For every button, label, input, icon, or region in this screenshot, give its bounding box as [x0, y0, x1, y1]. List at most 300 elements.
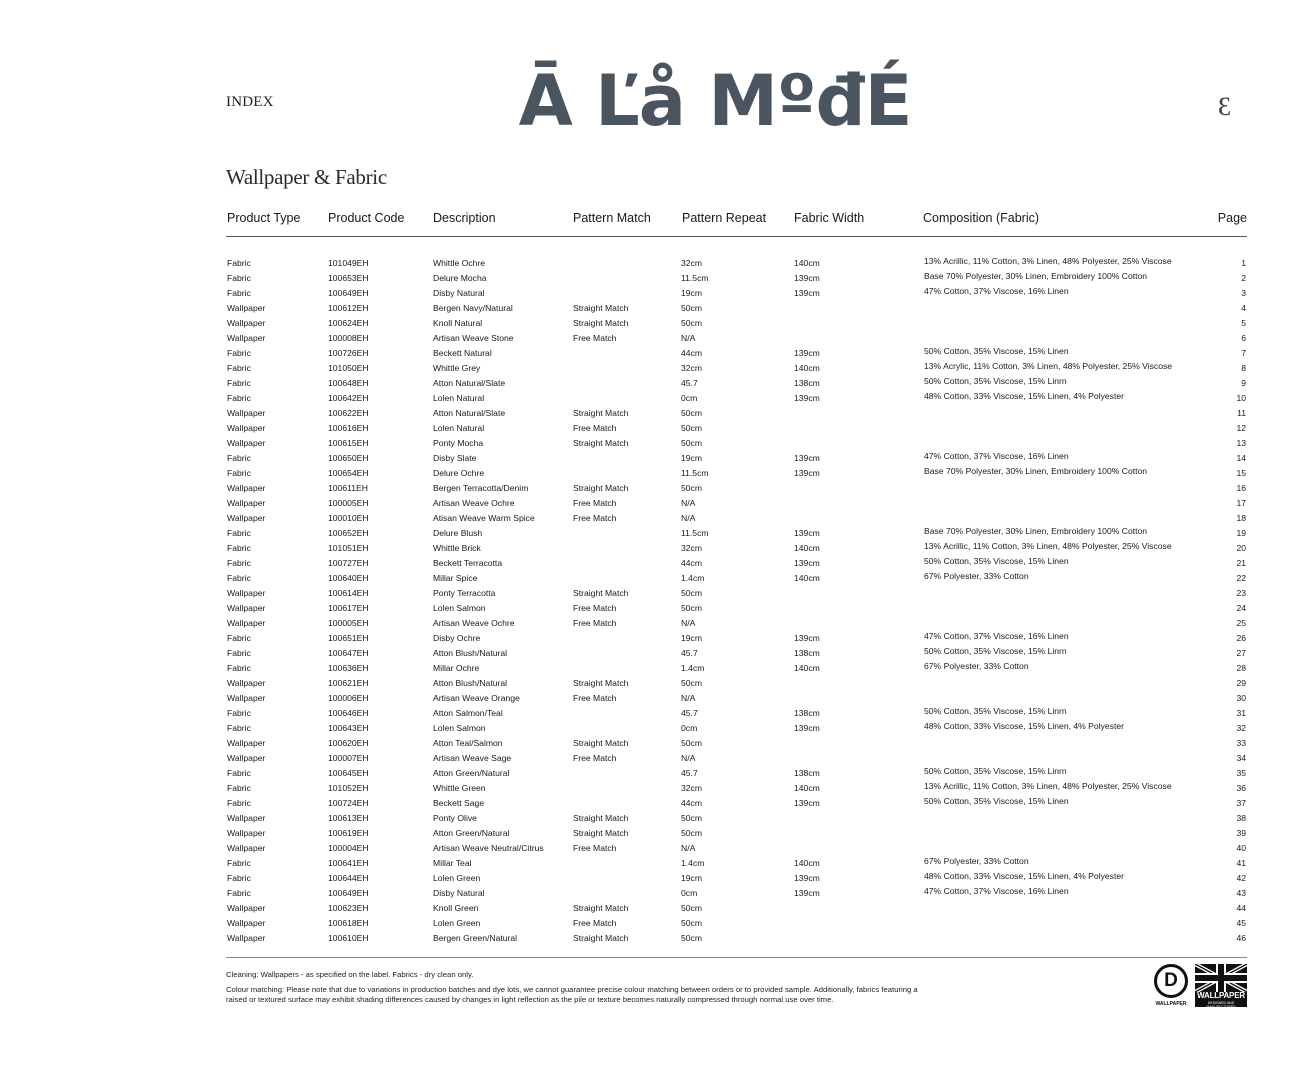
- column-header-pattern-match: Pattern Match: [573, 211, 651, 225]
- table-cell-fabric-width: 140cm: [794, 573, 820, 583]
- table-cell-pattern-repeat: 50cm: [681, 828, 703, 838]
- table-cell-product-code: 100613EH: [328, 813, 369, 823]
- table-cell-product-type: Fabric: [227, 558, 251, 568]
- table-cell-description: Artisan Weave Stone: [433, 333, 514, 343]
- table-cell-product-type: Fabric: [227, 573, 251, 583]
- table-cell-page-number: 37: [1236, 798, 1246, 808]
- header-divider: [226, 236, 1247, 237]
- table-cell-product-code: 100650EH: [328, 453, 369, 463]
- table-cell-page-number: 15: [1236, 468, 1246, 478]
- table-cell-pattern-repeat: 50cm: [681, 438, 703, 448]
- table-cell-product-code: 100727EH: [328, 558, 369, 568]
- table-cell-product-type: Wallpaper: [227, 303, 266, 313]
- table-cell-description: Whittle Ochre: [433, 258, 486, 268]
- table-cell-page-number: 17: [1236, 498, 1246, 508]
- table-cell-description: Lolen Green: [433, 918, 481, 928]
- table-cell-page-number: 13: [1236, 438, 1246, 448]
- table-cell-product-code: 100620EH: [328, 738, 369, 748]
- table-cell-fabric-width: 139cm: [794, 723, 820, 733]
- table-cell-composition: 50% Cotton, 35% Viscose, 15% Linen: [924, 556, 1069, 566]
- table-cell-description: Artisan Weave Neutral/Citrus: [433, 843, 544, 853]
- table-cell-description: Lolen Natural: [433, 393, 485, 403]
- table-cell-description: Beckett Sage: [433, 798, 485, 808]
- table-cell-description: Millar Teal: [433, 858, 472, 868]
- table-cell-product-type: Fabric: [227, 708, 251, 718]
- table-cell-product-type: Wallpaper: [227, 813, 266, 823]
- table-cell-pattern-repeat: 45.7: [681, 648, 698, 658]
- table-cell-product-type: Fabric: [227, 888, 251, 898]
- table-cell-page-number: 14: [1236, 453, 1246, 463]
- table-cell-pattern-match: Free Match: [573, 693, 617, 703]
- table-cell-composition: 48% Cotton, 33% Viscose, 15% Linen, 4% Polyester: [924, 871, 1125, 881]
- table-cell-fabric-width: 139cm: [794, 468, 820, 478]
- column-header-page: Page: [1217, 211, 1247, 225]
- table-cell-description: Lolen Salmon: [433, 723, 486, 733]
- table-cell-pattern-match: Free Match: [573, 618, 617, 628]
- table-cell-pattern-repeat: 19cm: [681, 453, 703, 463]
- table-cell-product-code: 100624EH: [328, 318, 369, 328]
- table-cell-pattern-repeat: N/A: [681, 618, 696, 628]
- table-cell-product-code: 100005EH: [328, 498, 369, 508]
- table-cell-pattern-match: Free Match: [573, 918, 617, 928]
- table-cell-pattern-repeat: 50cm: [681, 483, 703, 493]
- table-cell-description: Beckett Terracotta: [433, 558, 503, 568]
- table-cell-fabric-width: 140cm: [794, 258, 820, 268]
- table-cell-pattern-match: Free Match: [573, 423, 617, 433]
- table-cell-product-code: 100653EH: [328, 273, 369, 283]
- table-cell-pattern-repeat: 19cm: [681, 288, 703, 298]
- table-cell-description: Lolen Natural: [433, 423, 485, 433]
- table-cell-pattern-repeat: 50cm: [681, 918, 703, 928]
- column-header-pattern-repeat: Pattern Repeat: [682, 211, 767, 225]
- table-cell-product-code: 100636EH: [328, 663, 369, 673]
- table-cell-product-type: Fabric: [227, 783, 251, 793]
- table-cell-fabric-width: 140cm: [794, 783, 820, 793]
- table-cell-product-type: Fabric: [227, 543, 251, 553]
- column-header-composition: Composition (Fabric): [923, 211, 1040, 225]
- table-cell-product-type: Wallpaper: [227, 933, 266, 943]
- table-cell-product-code: 100642EH: [328, 393, 369, 403]
- table-cell-page-number: 33: [1236, 738, 1246, 748]
- brand-logo-title: Ā Ľå MºđÉ: [518, 60, 912, 142]
- table-cell-description: Delure Ochre: [433, 468, 485, 478]
- table-cell-pattern-match: Straight Match: [573, 933, 629, 943]
- table-cell-pattern-repeat: 1.4cm: [681, 573, 705, 583]
- table-cell-pattern-repeat: 50cm: [681, 588, 703, 598]
- table-cell-description: Atton Green/Natural: [433, 768, 510, 778]
- table-cell-page-number: 3: [1241, 288, 1246, 298]
- table-cell-product-code: 100649EH: [328, 288, 369, 298]
- table-cell-product-type: Fabric: [227, 273, 251, 283]
- table-cell-product-type: Fabric: [227, 663, 251, 673]
- table-cell-composition: Base 70% Polyester, 30% Linen, Embroidery 100% Cotton: [924, 466, 1148, 476]
- table-cell-pattern-repeat: N/A: [681, 513, 696, 523]
- table-cell-page-number: 34: [1236, 753, 1246, 763]
- table-cell-product-type: Wallpaper: [227, 903, 266, 913]
- table-cell-pattern-match: Free Match: [573, 513, 617, 523]
- table-cell-composition: 50% Cotton, 35% Viscose, 15% Linrn: [924, 376, 1067, 386]
- table-cell-description: Atton Teal/Salmon: [433, 738, 503, 748]
- table-cell-description: Atton Salmon/Teal: [433, 708, 503, 718]
- table-cell-product-code: 100643EH: [328, 723, 369, 733]
- table-cell-pattern-repeat: 32cm: [681, 258, 703, 268]
- table-cell-description: Bergen Terracotta/Denim: [433, 483, 529, 493]
- table-cell-pattern-repeat: 45.7: [681, 708, 698, 718]
- table-cell-product-code: 101052EH: [328, 783, 369, 793]
- table-cell-composition: Base 70% Polyester, 30% Linen, Embroidery 100% Cotton: [924, 526, 1148, 536]
- table-cell-fabric-width: 138cm: [794, 648, 820, 658]
- table-cell-fabric-width: 138cm: [794, 708, 820, 718]
- table-cell-product-code: 100726EH: [328, 348, 369, 358]
- table-cell-page-number: 1: [1241, 258, 1246, 268]
- table-cell-product-code: 100652EH: [328, 528, 369, 538]
- table-cell-product-type: Fabric: [227, 723, 251, 733]
- table-cell-pattern-repeat: 11.5cm: [681, 273, 709, 283]
- column-header-fabric-width: Fabric Width: [794, 211, 865, 225]
- table-cell-pattern-match: Straight Match: [573, 588, 629, 598]
- table-cell-fabric-width: 139cm: [794, 393, 820, 403]
- table-cell-product-code: 100654EH: [328, 468, 369, 478]
- index-label: INDEX: [226, 94, 274, 110]
- table-cell-fabric-width: 139cm: [794, 888, 820, 898]
- table-cell-page-number: 25: [1236, 618, 1246, 628]
- table-cell-pattern-repeat: 1.4cm: [681, 858, 705, 868]
- table-cell-composition: 67% Polyester, 33% Cotton: [924, 661, 1029, 671]
- table-cell-description: Bergen Navy/Natural: [433, 303, 513, 313]
- table-cell-description: Atton Natural/Slate: [433, 408, 506, 418]
- table-cell-fabric-width: 139cm: [794, 558, 820, 568]
- table-cell-composition: 48% Cotton, 33% Viscose, 15% Linen, 4% Polyester: [924, 721, 1125, 731]
- table-cell-product-code: 100651EH: [328, 633, 369, 643]
- table-cell-pattern-match: Straight Match: [573, 438, 629, 448]
- table-cell-page-number: 19: [1236, 528, 1246, 538]
- table-cell-page-number: 2: [1241, 273, 1246, 283]
- table-cell-page-number: 46: [1236, 933, 1246, 943]
- table-cell-fabric-width: 140cm: [794, 663, 820, 673]
- table-cell-description: Atton Natural/Slate: [433, 378, 506, 388]
- table-cell-pattern-repeat: 45.7: [681, 768, 698, 778]
- table-cell-description: Atisan Weave Warm Spice: [433, 513, 535, 523]
- table-cell-product-code: 101049EH: [328, 258, 369, 268]
- table-cell-fabric-width: 139cm: [794, 273, 820, 283]
- table-cell-pattern-repeat: 32cm: [681, 543, 703, 553]
- table-cell-pattern-repeat: 44cm: [681, 348, 703, 358]
- table-cell-fabric-width: 139cm: [794, 798, 820, 808]
- table-cell-product-type: Wallpaper: [227, 513, 266, 523]
- table-cell-product-code: 100616EH: [328, 423, 369, 433]
- table-cell-fabric-width: 140cm: [794, 363, 820, 373]
- table-cell-description: Lolen Green: [433, 873, 481, 883]
- table-cell-product-code: 100004EH: [328, 843, 369, 853]
- table-cell-product-type: Fabric: [227, 873, 251, 883]
- table-cell-product-code: 100724EH: [328, 798, 369, 808]
- table-cell-product-code: 100648EH: [328, 378, 369, 388]
- table-cell-composition: 50% Cotton, 35% Viscose, 15% Linen: [924, 346, 1069, 356]
- table-cell-page-number: 27: [1236, 648, 1246, 658]
- table-cell-description: Whittle Grey: [433, 363, 481, 373]
- table-cell-page-number: 41: [1236, 858, 1246, 868]
- table-cell-composition: 47% Cotton, 37% Viscose, 16% Linen: [924, 451, 1069, 461]
- table-cell-composition: 13% Acrylic, 11% Cotton, 3% Linen, 48% Polyester, 25% Viscose: [924, 361, 1173, 371]
- table-cell-product-type: Fabric: [227, 393, 251, 403]
- table-cell-pattern-match: Free Match: [573, 333, 617, 343]
- table-cell-product-type: Wallpaper: [227, 588, 266, 598]
- table-cell-description: Ponty Olive: [433, 813, 477, 823]
- table-cell-pattern-match: Straight Match: [573, 828, 629, 838]
- table-cell-composition: Base 70% Polyester, 30% Linen, Embroidery 100% Cotton: [924, 271, 1148, 281]
- cleaning-note: Cleaning: Wallpapers - as specified on the label. Fabrics - dry clean only.: [226, 970, 474, 979]
- table-cell-product-code: 100611EH: [328, 483, 368, 493]
- table-cell-page-number: 32: [1236, 723, 1246, 733]
- table-cell-pattern-repeat: 1.4cm: [681, 663, 705, 673]
- table-cell-pattern-repeat: 50cm: [681, 603, 703, 613]
- table-cell-description: Knoll Green: [433, 903, 479, 913]
- table-cell-page-number: 28: [1236, 663, 1246, 673]
- table-cell-composition: 13% Acrillic, 11% Cotton, 3% Linen, 48% Polyester, 25% Viscose: [924, 541, 1172, 551]
- table-cell-composition: 67% Polyester, 33% Cotton: [924, 856, 1029, 866]
- table-cell-product-type: Fabric: [227, 348, 251, 358]
- table-cell-composition: 13% Acrillic, 11% Cotton, 3% Linen, 48% Polyester, 25% Viscose: [924, 781, 1172, 791]
- table-cell-product-code: 100621EH: [328, 678, 369, 688]
- table-cell-description: Beckett Natural: [433, 348, 492, 358]
- table-cell-description: Artisan Weave Ochre: [433, 498, 515, 508]
- table-cell-page-number: 24: [1236, 603, 1246, 613]
- table-cell-product-type: Wallpaper: [227, 618, 266, 628]
- table-cell-product-type: Wallpaper: [227, 333, 266, 343]
- table-cell-pattern-repeat: N/A: [681, 753, 696, 763]
- table-cell-product-type: Wallpaper: [227, 678, 266, 688]
- table-cell-product-code: 100640EH: [328, 573, 369, 583]
- column-header-description: Description: [433, 211, 496, 225]
- table-cell-product-type: Fabric: [227, 528, 251, 538]
- table-cell-product-code: 101050EH: [328, 363, 369, 373]
- table-cell-product-type: Wallpaper: [227, 753, 266, 763]
- table-cell-page-number: 26: [1236, 633, 1246, 643]
- table-cell-product-code: 100612EH: [328, 303, 369, 313]
- table-cell-pattern-repeat: 19cm: [681, 873, 703, 883]
- table-cell-page-number: 10: [1236, 393, 1246, 403]
- flag-badge-label: WALLPAPER: [1197, 991, 1245, 1000]
- table-cell-product-type: Wallpaper: [227, 408, 266, 418]
- table-cell-product-code: 100649EH: [328, 888, 369, 898]
- table-cell-description: Whittle Green: [433, 783, 486, 793]
- table-cell-composition: 47% Cotton, 37% Viscose, 16% Linen: [924, 286, 1069, 296]
- table-cell-page-number: 30: [1236, 693, 1246, 703]
- table-cell-pattern-match: Free Match: [573, 498, 617, 508]
- table-cell-description: Artisan Weave Sage: [433, 753, 512, 763]
- table-cell-composition: 47% Cotton, 37% Viscose, 16% Linen: [924, 631, 1069, 641]
- table-cell-product-type: Fabric: [227, 468, 251, 478]
- table-cell-pattern-match: Straight Match: [573, 738, 629, 748]
- table-cell-product-type: Wallpaper: [227, 438, 266, 448]
- table-cell-fabric-width: 139cm: [794, 288, 820, 298]
- table-cell-pattern-repeat: 0cm: [681, 723, 698, 733]
- certification-d-icon: [1154, 964, 1188, 998]
- table-cell-fabric-width: 140cm: [794, 858, 820, 868]
- table-cell-pattern-repeat: 11.5cm: [681, 468, 709, 478]
- table-cell-product-code: 101051EH: [328, 543, 369, 553]
- table-cell-product-code: 100647EH: [328, 648, 369, 658]
- table-cell-pattern-match: Straight Match: [573, 303, 629, 313]
- table-cell-page-number: 39: [1236, 828, 1246, 838]
- table-cell-description: Artisan Weave Orange: [433, 693, 520, 703]
- table-cell-pattern-repeat: N/A: [681, 498, 696, 508]
- table-cell-description: Bergen Green/Natural: [433, 933, 518, 943]
- table-cell-page-number: 44: [1236, 903, 1246, 913]
- table-cell-fabric-width: 139cm: [794, 348, 820, 358]
- page-subtitle: Wallpaper & Fabric: [226, 165, 387, 189]
- union-flag-graphic: [1195, 964, 1247, 992]
- table-cell-pattern-repeat: N/A: [681, 333, 696, 343]
- table-cell-page-number: 18: [1236, 513, 1246, 523]
- certification-d-letter: D: [1164, 970, 1178, 991]
- table-cell-pattern-repeat: 50cm: [681, 933, 703, 943]
- table-cell-product-type: Wallpaper: [227, 423, 266, 433]
- table-cell-pattern-match: Free Match: [573, 843, 617, 853]
- table-cell-page-number: 43: [1236, 888, 1246, 898]
- table-cell-pattern-match: Straight Match: [573, 483, 629, 493]
- table-cell-description: Disby Natural: [433, 288, 485, 298]
- table-cell-product-type: Fabric: [227, 363, 251, 373]
- table-cell-product-code: 100007EH: [328, 753, 369, 763]
- table-cell-description: Millar Spice: [433, 573, 478, 583]
- table-cell-page-number: 23: [1236, 588, 1246, 598]
- table-cell-fabric-width: 138cm: [794, 378, 820, 388]
- table-cell-page-number: 35: [1236, 768, 1246, 778]
- table-cell-product-type: Wallpaper: [227, 498, 266, 508]
- table-cell-pattern-repeat: 50cm: [681, 678, 703, 688]
- table-cell-page-number: 6: [1241, 333, 1246, 343]
- table-cell-fabric-width: 139cm: [794, 528, 820, 538]
- table-cell-product-code: 100618EH: [328, 918, 369, 928]
- table-cell-description: Atton Blush/Natural: [433, 648, 508, 658]
- table-cell-page-number: 20: [1236, 543, 1246, 553]
- table-cell-pattern-repeat: 50cm: [681, 303, 703, 313]
- table-cell-product-code: 100610EH: [328, 933, 369, 943]
- table-cell-description: Atton Green/Natural: [433, 828, 510, 838]
- table-cell-pattern-repeat: 32cm: [681, 783, 703, 793]
- table-cell-pattern-match: Free Match: [573, 603, 617, 613]
- table-cell-fabric-width: 140cm: [794, 543, 820, 553]
- table-cell-description: Knoll Natural: [433, 318, 483, 328]
- table-cell-product-type: Fabric: [227, 288, 251, 298]
- table-cell-page-number: 4: [1241, 303, 1246, 313]
- table-cell-product-code: 100617EH: [328, 603, 369, 613]
- table-cell-pattern-repeat: 0cm: [681, 888, 698, 898]
- table-cell-product-type: Wallpaper: [227, 828, 266, 838]
- table-cell-pattern-repeat: 50cm: [681, 408, 703, 418]
- table-cell-product-type: Fabric: [227, 258, 251, 268]
- table-cell-pattern-match: Straight Match: [573, 408, 629, 418]
- table-cell-composition: 47% Cotton, 37% Viscose, 16% Linen: [924, 886, 1069, 896]
- table-cell-composition: 50% Cotton, 35% Viscose, 15% Linen: [924, 796, 1069, 806]
- brand-monogram-icon: Ɛ: [1218, 92, 1232, 121]
- table-cell-product-code: 100005EH: [328, 618, 369, 628]
- table-cell-product-code: 100615EH: [328, 438, 369, 448]
- table-cell-product-code: 100010EH: [328, 513, 369, 523]
- table-cell-composition: 50% Cotton, 35% Viscose, 15% Linrn: [924, 706, 1067, 716]
- table-cell-product-type: Fabric: [227, 633, 251, 643]
- table-cell-pattern-repeat: 45.7: [681, 378, 698, 388]
- table-cell-page-number: 21: [1236, 558, 1246, 568]
- table-cell-product-type: Fabric: [227, 768, 251, 778]
- table-cell-page-number: 16: [1236, 483, 1246, 493]
- table-cell-pattern-match: Free Match: [573, 753, 617, 763]
- table-cell-product-code: 100641EH: [328, 858, 369, 868]
- table-cell-product-type: Wallpaper: [227, 693, 266, 703]
- table-cell-fabric-width: 139cm: [794, 873, 820, 883]
- table-cell-product-type: Wallpaper: [227, 843, 266, 853]
- table-cell-page-number: 31: [1236, 708, 1246, 718]
- table-cell-product-code: 100614EH: [328, 588, 369, 598]
- table-cell-product-code: 100622EH: [328, 408, 369, 418]
- table-cell-page-number: 45: [1236, 918, 1246, 928]
- table-cell-product-type: Fabric: [227, 648, 251, 658]
- table-cell-fabric-width: 139cm: [794, 453, 820, 463]
- table-cell-composition: 50% Cotton, 35% Viscose, 15% Linrn: [924, 646, 1067, 656]
- table-cell-product-code: 100008EH: [328, 333, 369, 343]
- table-cell-product-type: Wallpaper: [227, 318, 266, 328]
- table-cell-page-number: 40: [1236, 843, 1246, 853]
- table-cell-product-type: Fabric: [227, 798, 251, 808]
- table-cell-description: Disby Slate: [433, 453, 477, 463]
- table-cell-pattern-repeat: 11.5cm: [681, 528, 709, 538]
- table-cell-description: Disby Natural: [433, 888, 485, 898]
- table-cell-description: Whittle Brick: [433, 543, 481, 553]
- colour-matching-note-line-1: Colour matching: Please note that due to variations in production batches and dye lots, we cannot guarantee precise colour matching between orders or to provided sample. Additionally, fabrics featuring a: [226, 985, 918, 994]
- table-cell-pattern-repeat: 0cm: [681, 393, 698, 403]
- table-cell-page-number: 22: [1236, 573, 1246, 583]
- table-cell-product-code: 100006EH: [328, 693, 369, 703]
- table-cell-pattern-repeat: 50cm: [681, 903, 703, 913]
- table-cell-product-code: 100623EH: [328, 903, 369, 913]
- table-cell-pattern-match: Straight Match: [573, 813, 629, 823]
- table-cell-description: Ponty Mocha: [433, 438, 484, 448]
- table-cell-fabric-width: 138cm: [794, 768, 820, 778]
- colour-matching-note-line-2: raised or textured surface may exhibit shading differences caused by changes in light reflection as the pile or texture becomes naturally compressed through normal use over time.: [226, 995, 834, 1004]
- table-cell-page-number: 8: [1241, 363, 1246, 373]
- table-cell-product-type: Fabric: [227, 858, 251, 868]
- footer-divider: [226, 957, 1247, 958]
- table-cell-page-number: 42: [1236, 873, 1246, 883]
- table-cell-page-number: 11: [1237, 408, 1246, 418]
- table-cell-pattern-match: Straight Match: [573, 903, 629, 913]
- table-cell-product-type: Wallpaper: [227, 918, 266, 928]
- table-cell-product-code: 100646EH: [328, 708, 369, 718]
- table-cell-pattern-match: Straight Match: [573, 678, 629, 688]
- table-cell-product-code: 100619EH: [328, 828, 369, 838]
- column-header-product-code: Product Code: [328, 211, 405, 225]
- table-cell-description: Millar Ochre: [433, 663, 480, 673]
- table-cell-product-type: Fabric: [227, 378, 251, 388]
- table-cell-description: Delure Blush: [433, 528, 483, 538]
- table-cell-description: Atton Blush/Natural: [433, 678, 508, 688]
- table-cell-product-type: Fabric: [227, 453, 251, 463]
- table-cell-pattern-repeat: 50cm: [681, 423, 703, 433]
- table-cell-pattern-repeat: 44cm: [681, 798, 703, 808]
- table-cell-pattern-repeat: 32cm: [681, 363, 703, 373]
- table-cell-pattern-repeat: 50cm: [681, 813, 703, 823]
- table-cell-page-number: 5: [1241, 318, 1246, 328]
- table-cell-page-number: 36: [1236, 783, 1246, 793]
- table-cell-product-type: Wallpaper: [227, 603, 266, 613]
- column-header-product-type: Product Type: [227, 211, 301, 225]
- table-cell-pattern-match: Straight Match: [573, 318, 629, 328]
- table-cell-product-code: 100644EH: [328, 873, 369, 883]
- table-cell-description: Disby Ochre: [433, 633, 481, 643]
- table-cell-pattern-repeat: N/A: [681, 843, 696, 853]
- table-cell-page-number: 9: [1241, 378, 1246, 388]
